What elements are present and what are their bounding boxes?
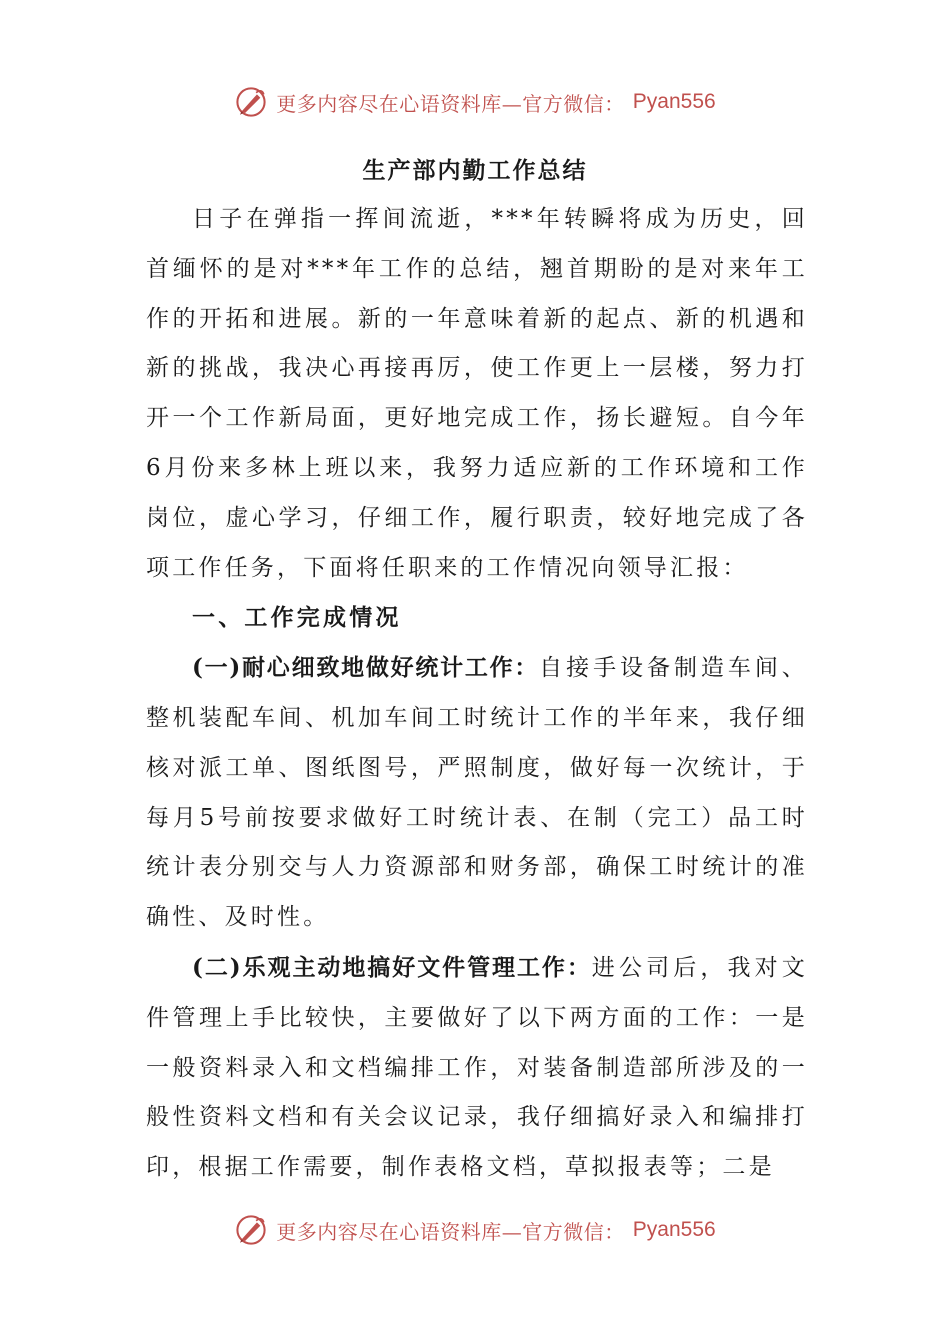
section-heading: 一、工作完成情况: [192, 604, 402, 632]
document-body: [146, 195, 808, 1193]
pen-logo-icon: [234, 85, 268, 119]
item1-text: 自接手设备制造车间、整机装配车间、机加车间工时统计工作的半年来，我仔细核对派工单、图纸图号，严照制度，做好每一次统计，于每月5号前按要求做好工时统计表、在制（完工）品工时统计表分别交与人力资源部和财务部，确保工时统计的准确性、及时性。: [146, 655, 809, 931]
watermark-wechat-id: Pyan556: [632, 1218, 716, 1241]
pen-logo-icon: [234, 1213, 268, 1247]
watermark-wechat-id: Pyan556: [632, 90, 716, 113]
watermark-text: 更多内容尽在心语资料库—官方微信：: [276, 1219, 625, 1244]
item2-paragraph: [146, 943, 808, 1193]
item1-paragraph: [146, 643, 808, 943]
item2-lead: (二)乐观主动地搞好文件管理工作：: [192, 953, 592, 981]
watermark-footer: [0, 1208, 950, 1252]
watermark-header: [0, 80, 950, 124]
document-title: 生产部内勤工作总结: [362, 157, 588, 184]
item1-lead: (一)耐心细致地做好统计工作：: [192, 654, 540, 682]
watermark-text: 更多内容尽在心语资料库—官方微信：: [276, 91, 625, 116]
intro-paragraph: 日子在弹指一挥间流逝，***年转瞬将成为历史，回首缅怀的是对***年工作的总结，翘首期盼的是对来年工作的开拓和进展。新的一年意味着新的起点、新的机遇和新的挑战，我决心再接再厉，使工作更上一层楼，努力打开一个工作新局面，更好地完成工作，扬长避短。自今年6月份来多林上班以来，我努力适应新的工作环境和工作岗位，虚心学习，仔细工作，履行职责，较好地完成了各项工作任务，下面将任职来的工作情况向领导汇报：: [146, 206, 808, 581]
item2-text: 进公司后，我对文件管理上手比较快，主要做好了以下两方面的工作：一是一般资料录入和文档编排工作，对装备制造部所涉及的一般性资料文档和有关会议记录，我仔细搞好录入和编排打印，根据工作需要，制作表格文档，草拟报表等；二是: [146, 954, 808, 1181]
